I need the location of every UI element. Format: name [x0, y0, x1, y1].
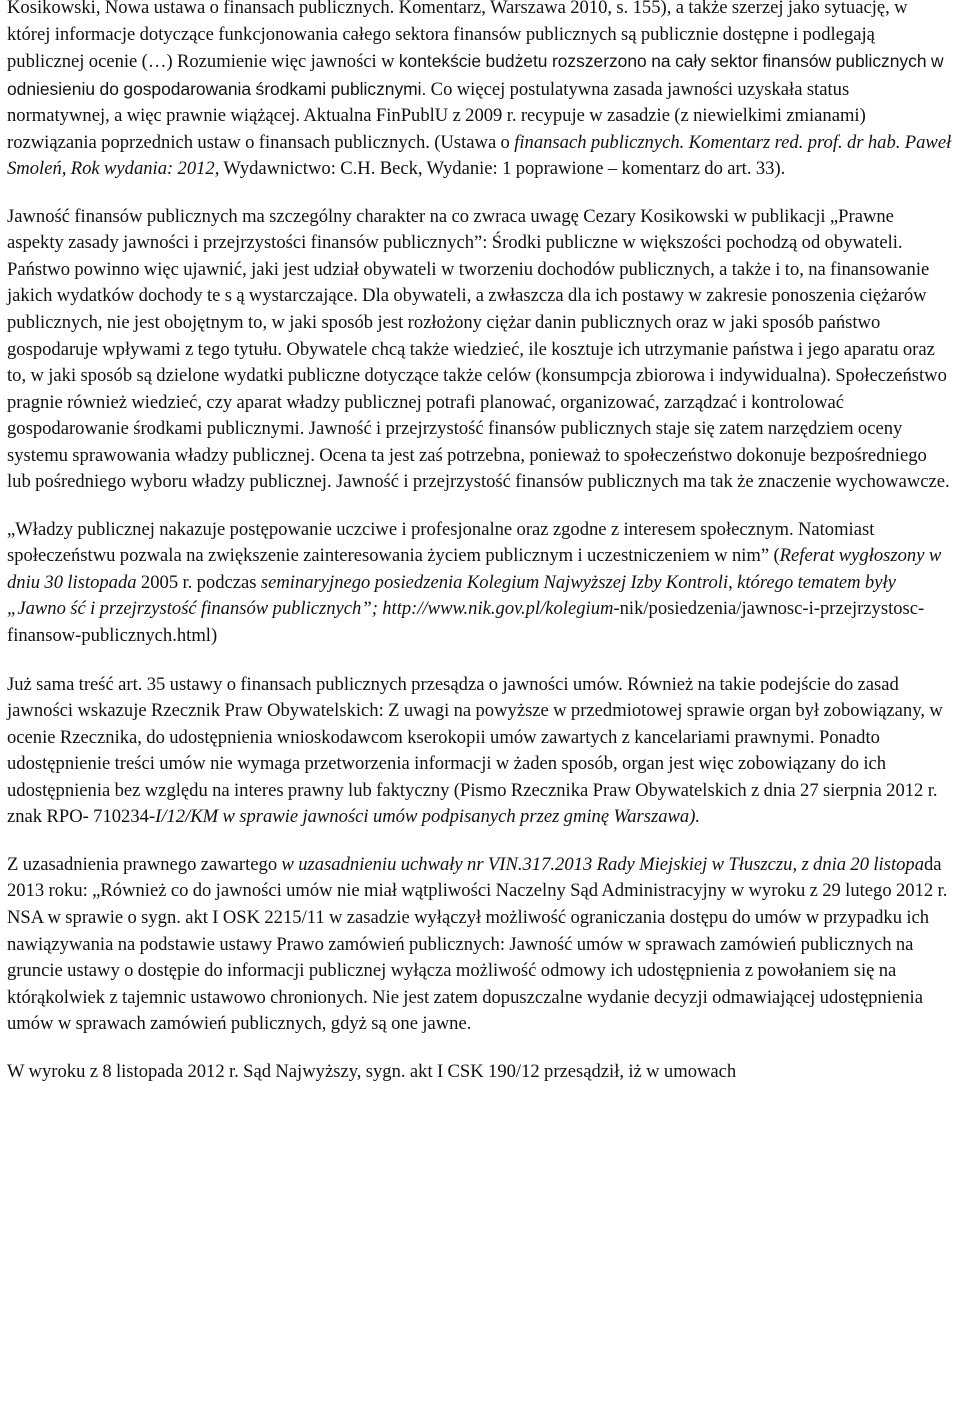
p5-italic: w uzasadnieniu uchwały nr VIN.317.2013 Rady Miejskiej w Tłuszczu, z dnia 20 listopa: [281, 853, 924, 875]
paragraph-commentary-quote: [7, 0, 952, 183]
paragraph-nik-quote: [7, 517, 952, 650]
p1-text-3: Co więcej postulatywna zasada jawności uzyskała status normatywnej, a więc prawnie wiążącej. Aktualna FinPublU z 2009 r. recypuje w zasadzie (z niewielkimi zmianami) rozwiązania poprzednich ustaw o finansach publicznych. (Ustawa o: [7, 78, 866, 153]
p3-text-5: -nik/posiedzenia/jawnosc-i-przejrzystosc-finansow-publicznych.html): [7, 598, 925, 647]
p4-text-1: Już sama treść art. 35 ustawy o finansach publicznych przesądza o jawności umów. Również na takie podejście do zasad jawności wskazuje Rzecznik Praw Obywatelskich: Z uwagi na powyższe w przedmiotowej sprawie organ był zobowiązany, w ocenie Rzecznika, do udostępnienia wnioskodawcom kserokopii umów zawartych z kancelariami prawnymi. Ponadto udostępnienie treści umów nie wymaga przetworzenia informacji w żaden sposób, organ jest więc zobowiązany do ich udostępnienia bez względu na interes prawny lub faktyczny (Pismo Rzecznika Praw Obywatelskich z dnia 27 sierpnia 2012 r. znak RPO- 710234-: [7, 673, 943, 828]
paragraph-sn-judgment: W wyroku z 8 listopada 2012 r. Sąd Najwyższy, sygn. akt I CSK 190/12 przesądził, iż w umowach: [7, 1060, 737, 1082]
p3-text-1: „Władzy publicznej nakazuje postępowanie uczciwe i profesjonalne oraz zgodne z interesem społecznym. Natomiast społeczeństwu pozwala na zwiększenie zainteresowania życiem publicznym i uczestniczeniem w nim” (: [7, 518, 875, 567]
p3-italic-1: Referat wygłoszony w dniu 30 listopada: [7, 545, 942, 593]
p4-italic: I/12/KM w sprawie jawności umów podpisanych przez gminę Warszawa).: [155, 806, 701, 828]
paragraph-rpo: [7, 672, 952, 831]
p5-text-3: da 2013 roku: „Również co do jawności umów nie miał wątpliwości Naczelny Sąd Administracyjny w wyroku z 29 lutego 2012 r. NSA w sprawie o sygn. akt I OSK 2215/11 w zasadzie wyłączył możliwość ograniczania dostępu do umów w przypadku ich nawiązywania na podstawie ustawy Prawo zamówień publicznych: Jawność umów w sprawach zamówień publicznych na gruncie ustawy o dostępie do informacji publicznej wyłącza możliwość odmowy ich udostępnienia z powołaniem się na którąkolwiek z tajemnic ustawowo chronionych. Nie jest zatem dopuszczalne wydanie decyzji odmawiającej udostępnienia umów w sprawach zamówień publicznych, gdyż są one jawne.: [7, 853, 948, 1035]
p1-text-5: Wydawnictwo: C.H. Beck, Wydanie: 1 poprawione – komentarz do art. 33).: [219, 158, 786, 180]
p3-italic-2: seminaryjnego posiedzenia Kolegium Najwyższej Izby Kontroli, którego tematem były „Jawno ść i przejrzystość finansów publicznych”; http://www.nik.gov.pl/kolegium: [7, 571, 896, 620]
p1-text-2: kontekście budżetu rozszerzono na cały sektor finansów publicznych w odniesieniu do gospodarowania środkami publicznymi.: [7, 51, 944, 99]
paragraph-kosikowski: Jawność finansów publicznych ma szczególny charakter na co zwraca uwagę Cezary Kosikowski w publikacji „Prawne aspekty zasady jawności i przejrzystości finansów publicznych”: Środki publiczne w większości pochodzą od obywateli. Państwo powinno więc ujawnić, jaki jest udział obywateli w tworzeniu dochodów publicznych, a także i to, na finansowanie jakich wydatków dochody te s ą wystarczające. Dla obywateli, a zwłaszcza dla ich postawy w zakresie ponoszenia ciężarów publicznych, nie jest obojętnym to, w jaki sposób jest rozłożony ciężar danin publicznych oraz w jaki sposób państwo gospodaruje wpływami z tego tytułu. Obywatele chcą także wiedzieć, ile kosztuje ich utrzymanie państwa i jego aparatu oraz to, w jaki sposób są dzielone wydatki publiczne dotyczące także celów (konsumpcja zbiorowa i indywidualna). Społeczeństwo pragnie również wiedzieć, czy aparat władzy publicznej potrafi planować, organizować, zarządzać i kontrolować gospodarowanie środkami publicznymi. Jawność i przejrzystość finansów publicznych staje się zatem narzędziem oceny systemu sprawowania władzy publicznej. Ocena ta jest zaś potrzebna, ponieważ to społeczeństwo dokonuje bezpośredniego lub pośredniego wyboru władzy publicznej. Jawność i przejrzystość finansów publicznych ma tak że znaczenie wychowawcze.: [7, 205, 950, 493]
p1-citation-italic: finansach publicznych. Komentarz red. prof. dr hab. Paweł Smoleń, Rok wydania: 2012,: [7, 131, 952, 180]
paragraph-uchwala: [7, 852, 952, 1038]
p3-text-3: 2005 r. podczas: [136, 571, 261, 593]
p1-text-1: Kosikowski, Nowa ustawa o finansach publicznych. Komentarz, Warszawa 2010, s. 155), a także szerzej jako sytuację, w której informacje dotyczące funkcjonowania całego sektora finansów publicznych są publicznie dostępne i podlegają publicznej ocenie (…) Rozumienie więc jawności w: [7, 0, 908, 73]
p5-text-1: Z uzasadnienia prawnego zawartego: [7, 853, 282, 875]
